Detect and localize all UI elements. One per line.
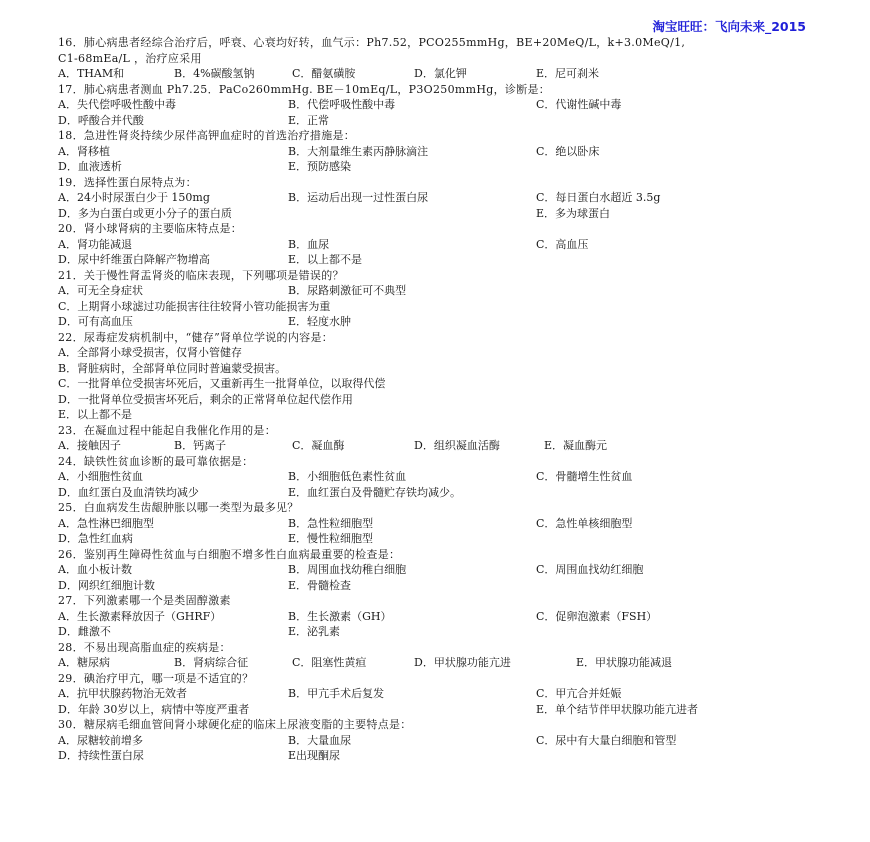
- answer-option: B．甲亢手术后复发: [288, 687, 385, 700]
- option-row: [58, 516, 838, 532]
- question-stem: 16．肺心病患者经综合治疗后，呼衰、心衰均好转，血气示：Ph7.52，PCO255mmHg，BE+20MeQ/L，k+3.0MeQ/1,: [58, 36, 686, 49]
- option-row: [58, 206, 838, 222]
- answer-option: C．促卵泡激素（FSH）: [536, 609, 658, 623]
- question-stem: 23．在凝血过程中能起自我催化作用的是：: [58, 423, 276, 437]
- answer-option: A．生长激素释放因子（GHRF）: [58, 609, 222, 623]
- answer-option: A．小细胞性贫血: [58, 470, 143, 483]
- answer-option: C．尿中有大量白细胞和管型: [536, 733, 677, 747]
- answer-option: D．血液透析: [58, 160, 122, 173]
- option-row: [58, 469, 838, 485]
- option-row: [58, 237, 838, 253]
- answer-option: C．凝血酶: [292, 439, 345, 452]
- answer-option: A．尿糖较前增多: [58, 733, 143, 747]
- option-row: [58, 314, 838, 330]
- question-stem: 22．尿毒症发病机制中，“健存”肾单位学说的内容是：: [58, 330, 334, 344]
- option-row: [58, 252, 838, 268]
- question-stem: 25．白血病发生齿龈肿胀以哪一类型为最多见？: [58, 501, 299, 514]
- answer-option: E出现酮尿: [288, 749, 341, 762]
- question-stem: 26．鉴别再生障碍性贫血与白细胞不增多性白血病最重要的检查是：: [58, 547, 401, 561]
- answer-option: B．周围血找幼稚白细胞: [288, 563, 407, 576]
- answer-option: A．THAM和: [58, 67, 125, 80]
- answer-option: E．多为球蛋白: [536, 206, 611, 220]
- answer-option: C．绝以卧床: [536, 144, 600, 158]
- question-stem: 18．急进性肾炎持续少尿伴高钾血症时的首选治疗措施是：: [58, 129, 356, 142]
- question-list: [58, 35, 838, 764]
- answer-option: B．运动后出现一过性蛋白尿: [288, 191, 429, 204]
- option-row: [58, 531, 838, 547]
- question-stem: 29．碘治疗甲亢，哪一项是不适宜的？: [58, 671, 254, 685]
- answer-option: D．氯化钾: [414, 67, 467, 80]
- question-stem: 19．选择性蛋白尿特点为：: [58, 175, 197, 189]
- option-row: [58, 655, 838, 671]
- option-row: [58, 190, 838, 206]
- answer-option: E．慢性粒细胞型: [288, 532, 374, 545]
- option-row: [58, 66, 838, 82]
- answer-option: C．周围血找幼红细胞: [536, 563, 644, 576]
- question-stem-continued: C1-68mEa/L ，治疗应采用: [58, 51, 202, 65]
- answer-option: A．全部肾小球受损害，仅肾小管健存: [58, 346, 242, 359]
- answer-option: D．呼酸合并代酸: [58, 113, 144, 127]
- answer-option: D．组织凝血活酶: [414, 439, 500, 452]
- answer-option: E．轻度水肿: [288, 315, 352, 328]
- option-row: [58, 748, 838, 764]
- answer-option: A．肾功能减退: [58, 237, 132, 251]
- question-stem: 21．关于慢性肾盂肾炎的临床表现，下列哪项是错误的？: [58, 268, 344, 282]
- answer-option: B．大剂量维生素丙静脉滴注: [288, 144, 429, 158]
- option-row: [58, 438, 838, 454]
- answer-option: C．每日蛋白水超近 3.5g: [536, 191, 661, 204]
- option-row: [58, 485, 838, 501]
- answer-option: C．一批肾单位受损害坏死后，又重新再生一批肾单位，以取得代偿: [58, 377, 386, 390]
- answer-option: D．甲状腺功能亢进: [414, 656, 511, 669]
- answer-option: E．单个结节伴甲状腺功能亢进者: [536, 702, 699, 716]
- answer-option: A．肾移植: [58, 144, 110, 158]
- option-row: [58, 361, 838, 377]
- answer-option: B．急性粒细胞型: [288, 516, 374, 530]
- answer-option: D．血红蛋白及血清铁均减少: [58, 485, 199, 499]
- answer-option: C．醋氨磺胺: [292, 67, 356, 80]
- watermark-text: 淘宝旺旺：飞向未来_2015: [652, 19, 806, 34]
- option-row: [58, 686, 838, 702]
- option-row: [58, 299, 838, 315]
- answer-option: C．甲亢合并妊娠: [536, 687, 622, 700]
- answer-option: D．急性红血病: [58, 532, 133, 545]
- answer-option: B．小细胞低色素性贫血: [288, 470, 407, 483]
- answer-option: D．网织红细胞计数: [58, 578, 155, 592]
- option-row: [58, 144, 838, 160]
- answer-option: B．钙离子: [174, 439, 227, 452]
- answer-option: E．甲状腺功能减退: [576, 656, 673, 669]
- answer-option: B．血尿: [288, 237, 330, 251]
- answer-option: A．可无全身症状: [58, 284, 143, 297]
- answer-option: A．接触因子: [58, 439, 121, 452]
- option-row: [58, 609, 838, 625]
- answer-option: E．正常: [288, 113, 330, 127]
- answer-option: E．以上都不是: [58, 408, 133, 421]
- answer-option: E．尼可刹米: [536, 67, 600, 80]
- answer-option: E．预防感染: [288, 160, 352, 173]
- option-row: [58, 733, 838, 749]
- answer-option: C．骨髓增生性贫血: [536, 470, 633, 483]
- answer-option: A．抗甲状腺药物治无效者: [58, 687, 187, 700]
- question-stem: 28．不易出现高脂血症的疾病是：: [58, 640, 231, 654]
- option-row: [58, 376, 838, 392]
- option-row: [58, 283, 838, 299]
- answer-option: D．雌激不: [58, 625, 111, 638]
- question-stem: 17．肺心病患者测血 Ph7.25．PaCo260mmHg. BE－10mEq/L，P3O250mmHg，诊断是：: [58, 82, 551, 96]
- answer-option: A．24小时尿蛋白少于 150mg: [58, 191, 210, 204]
- answer-option: D．多为白蛋白或更小分子的蛋白质: [58, 206, 232, 220]
- answer-option: D．尿中纤维蛋白降解产物增高: [58, 253, 210, 266]
- option-row: [58, 159, 838, 175]
- answer-option: C．上期肾小球滤过功能损害往往较肾小管功能损害为重: [58, 299, 331, 313]
- option-row: [58, 113, 838, 129]
- answer-option: B．4%碳酸氢钠: [174, 67, 255, 80]
- option-row: [58, 562, 838, 578]
- answer-option: A．血小板计数: [58, 563, 132, 576]
- option-row: [58, 578, 838, 594]
- answer-option: C．阻塞性黄疸: [292, 656, 367, 669]
- answer-option: B．肾病综合征: [174, 656, 249, 669]
- answer-option: A．失代偿呼吸性酸中毒: [58, 98, 176, 111]
- question-stem: 20．肾小球肾病的主要临床特点是：: [58, 222, 243, 235]
- question-stem: 30．糖尿病毛细血管间肾小球硬化症的临床上尿液变脂的主要特点是：: [58, 718, 412, 731]
- answer-option: E．血红蛋白及骨髓贮存铁均减少。: [288, 485, 462, 499]
- answer-option: B．代偿呼吸性酸中毒: [288, 98, 396, 111]
- answer-option: B．尿路刺激征可不典型: [288, 284, 407, 297]
- answer-option: A．糖尿病: [58, 656, 110, 669]
- option-row: [58, 624, 838, 640]
- answer-option: E．以上都不是: [288, 253, 363, 266]
- option-row: [58, 392, 838, 408]
- answer-option: D．一批肾单位受损害坏死后，剩余的正常肾单位起代偿作用: [58, 392, 353, 406]
- option-row: [58, 345, 838, 361]
- answer-option: A．急性淋巴细胞型: [58, 516, 154, 530]
- option-row: [58, 97, 838, 113]
- answer-option: C．急性单核细胞型: [536, 516, 633, 530]
- answer-option: D．持续性蛋白尿: [58, 749, 144, 762]
- answer-option: C．高血压: [536, 237, 589, 251]
- answer-option: D．可有高血压: [58, 315, 133, 328]
- answer-option: C．代谢性碱中毒: [536, 98, 622, 111]
- answer-option: B．生长激素（GH）: [288, 609, 392, 623]
- question-stem: 24．缺铁性贫血诊断的最可靠依据是：: [58, 454, 254, 468]
- option-row: [58, 407, 838, 423]
- answer-option: E．泌乳素: [288, 625, 341, 638]
- answer-option: D．年龄 30岁以上，病情中等度严重者: [58, 702, 250, 716]
- question-stem: 27．下列激素哪一个是类固醇激素: [58, 594, 231, 607]
- option-row: [58, 702, 838, 718]
- answer-option: B．肾脏病时，全部肾单位同时普遍蒙受损害。: [58, 361, 287, 375]
- answer-option: E．骨髓检查: [288, 578, 352, 592]
- answer-option: E．凝血酶元: [544, 439, 608, 452]
- answer-option: B．大量血尿: [288, 733, 352, 747]
